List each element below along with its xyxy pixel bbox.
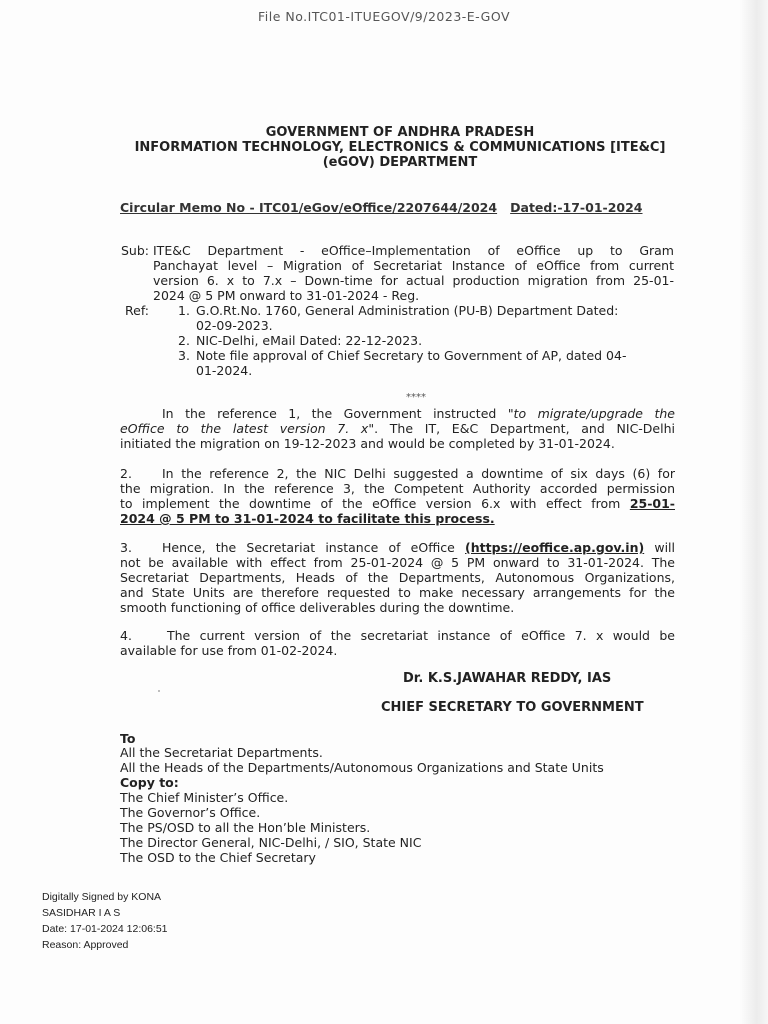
para3-line: Secretariat Departments, Heads of the Departments, Autonomous Organizations, [120, 570, 675, 585]
header-government: GOVERNMENT OF ANDHRA PRADESH [265, 125, 535, 140]
reference-text: 01-2024. [196, 363, 253, 378]
separator: **** [406, 392, 426, 403]
para2-line: In the reference 2, the NIC Delhi suggested a downtime of six days (6) for [162, 466, 675, 481]
subject-line: version 6. x to 7.x – Down-time for actual production migration from 25-01- [153, 273, 674, 288]
memo-number: Circular Memo No - ITC01/eGov/eOffice/2207644/2024 [120, 200, 498, 215]
header-department: INFORMATION TECHNOLOGY, ELECTRONICS & COMMUNICATIONS [ITE&C] [134, 140, 666, 155]
para1-line [162, 406, 675, 421]
scan-speck [158, 690, 160, 692]
para2-text: to implement the downtime of the eOffice version 6.x with effect from [120, 496, 630, 511]
para2-line [120, 496, 675, 511]
file-number: File No.ITC01-ITUEGOV/9/2023-E-GOV [257, 9, 511, 24]
para1-text: In the reference 1, the Government instructed [162, 406, 508, 421]
copy-to-line: The OSD to the Chief Secretary [120, 850, 316, 865]
reference-text: 02-09-2023. [196, 318, 273, 333]
para3-line: and State Units are therefore requested to make necessary arrangements for the [120, 585, 675, 600]
header-egov: (eGOV) DEPARTMENT [322, 155, 478, 170]
digital-signature-line: Digitally Signed by KONA [42, 891, 162, 903]
digital-signature-reason: Reason: Approved [42, 939, 129, 951]
reference-number: 2. [178, 333, 190, 348]
para1-line [120, 421, 675, 436]
para2-bold-line: 2024 @ 5 PM to 31-01-2024 to facilitate this process. [120, 511, 495, 526]
reference-text: G.O.Rt.No. 1760, General Administration (PU-B) Department Dated: [196, 303, 619, 318]
copy-to-label: Copy to: [120, 775, 179, 790]
eoffice-link[interactable]: (https://eoffice.ap.gov.in) [465, 540, 645, 555]
para3-text: will [644, 540, 675, 555]
recipient-line: All the Heads of the Departments/Autonomous Organizations and State Units [120, 760, 604, 775]
para4-line: available for use from 01-02-2024. [120, 643, 338, 658]
to-label: To [120, 731, 136, 746]
para2-line: the migration. In the reference 3, the Competent Authority accorded permission [120, 481, 675, 496]
para4-number: 4. [120, 628, 132, 643]
memo-date: Dated:-17-01-2024 [510, 200, 643, 215]
para1-quote: eOffice to the latest version 7. x [120, 421, 369, 436]
digital-signature-line: SASIDHAR I A S [42, 907, 121, 919]
para1-line: initiated the migration on 19-12-2023 and would be completed by 31-01-2024. [120, 436, 615, 451]
copy-to-line: The Director General, NIC-Delhi, / SIO, State NIC [120, 835, 422, 850]
copy-to-line: The Governor’s Office. [120, 805, 261, 820]
reference-text: NIC-Delhi, eMail Dated: 22-12-2023. [196, 333, 423, 348]
signatory-designation: CHIEF SECRETARY TO GOVERNMENT [381, 700, 644, 715]
para2-number: 2. [120, 466, 132, 481]
reference-number: 3. [178, 348, 190, 363]
para3-line [162, 540, 675, 555]
para4-line: The current version of the secretariat instance of eOffice 7. x would be [167, 628, 675, 643]
subject-line: ITE&C Department - eOffice–Implementation of eOffice up to Gram [153, 243, 674, 258]
reference-label: Ref: [125, 303, 149, 318]
para1-quote: "to migrate/upgrade the [507, 406, 675, 421]
reference-text: Note file approval of Chief Secretary to Government of AP, dated 04- [196, 348, 627, 363]
para1-text: ". The IT, E&C Department, and NIC-Delhi [368, 421, 675, 436]
copy-to-line: The PS/OSD to all the Hon’ble Ministers. [120, 820, 371, 835]
copy-to-line: The Chief Minister’s Office. [120, 790, 289, 805]
reference-number: 1. [178, 303, 190, 318]
para3-number: 3. [120, 540, 132, 555]
para3-line: not be available with effect from 25-01-2024 @ 5 PM onward to 31-01-2024. The [120, 555, 675, 570]
digital-signature-date: Date: 17-01-2024 12:06:51 [42, 923, 168, 935]
memo-line [120, 200, 643, 215]
subject-line: 2024 @ 5 PM onward to 31-01-2024 - Reg. [153, 288, 420, 303]
signatory-name: Dr. K.S.JAWAHAR REDDY, IAS [403, 671, 612, 686]
subject-line: Panchayat level – Migration of Secretariat Instance of eOffice from current [153, 258, 674, 273]
para2-bold-date: 25-01- [629, 496, 675, 511]
recipient-line: All the Secretariat Departments. [120, 745, 323, 760]
para3-text: Hence, the Secretariat instance of eOffice [162, 540, 466, 555]
subject-label: Sub: [121, 243, 150, 258]
para3-line: smooth functioning of office deliverables during the downtime. [120, 600, 515, 615]
